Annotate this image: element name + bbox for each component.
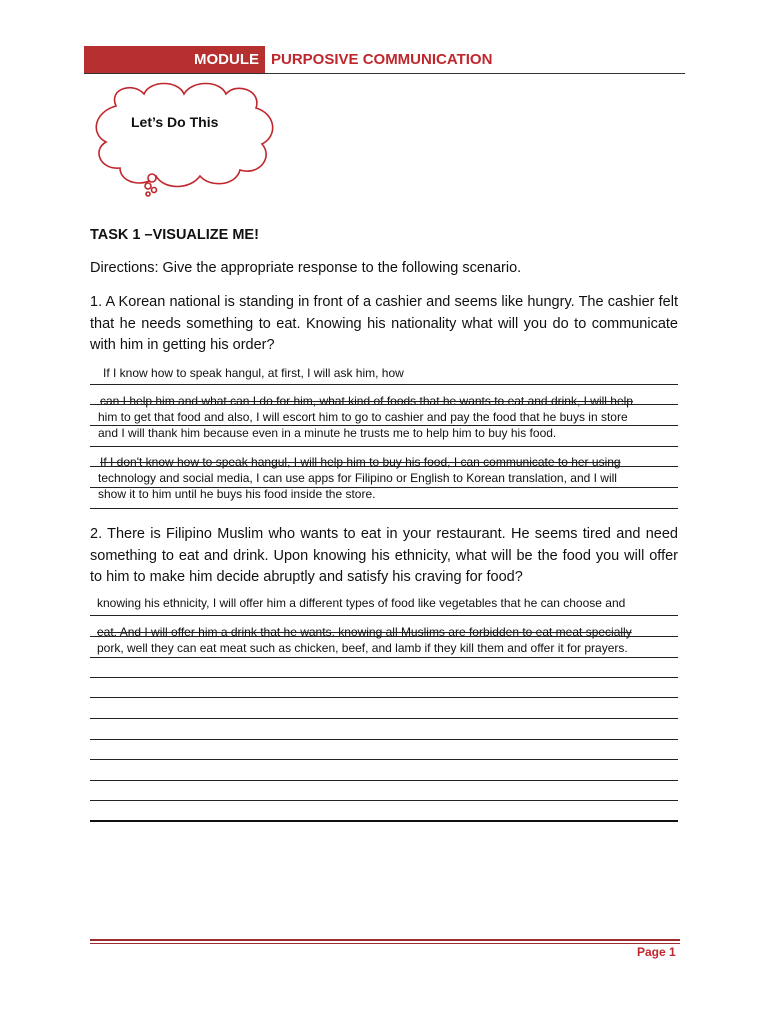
footer-rule: [90, 943, 680, 944]
answer-rule: [90, 677, 678, 678]
footer-rule: [90, 939, 680, 941]
directions-text: Directions: Give the appropriate response to the following scenario.: [90, 260, 522, 276]
answer-rule: [90, 446, 678, 447]
answer-rule: [90, 800, 678, 801]
answer-rule: [90, 739, 678, 740]
answer-line: pork, well they can eat meat such as chicken, beef, and lamb if they kill them and offer it for prayers.: [97, 641, 628, 655]
page-number: Page 1: [637, 945, 676, 959]
answer-line: knowing his ethnicity, I will offer him a different types of food like vegetables that he can choose and: [97, 596, 626, 610]
answer-rule: [90, 697, 678, 698]
thought-cloud-icon: [86, 78, 282, 208]
header-title: PURPOSIVE COMMUNICATION: [271, 51, 493, 68]
module-label: MODULE: [194, 51, 259, 68]
answer-line: and I will thank him because even in a minute he trusts me to help him to buy his food.: [98, 426, 557, 440]
answer-line: If I don't know how to speak hangul, I will help him to buy his food, I can communicate to her using: [100, 455, 621, 469]
answer-rule: [90, 657, 678, 658]
answer-rule: [90, 384, 678, 385]
question-2: 2. There is Filipino Muslim who wants to eat in your restaurant. He seems tired and need something to eat and drink. Upon knowing his ethnicity, what will be the food you will offer to him to make him decide abruptly and satisfy his craving for food?: [90, 526, 678, 585]
answer-line: technology and social media, I can use apps for Filipino or English to Korean translation, and I will: [98, 471, 617, 485]
header-rule: [84, 73, 685, 74]
task-title: TASK 1 –VISUALIZE ME!: [90, 227, 259, 243]
answer-rule: [90, 759, 678, 760]
answer-rule: [90, 820, 678, 822]
answer-line: show it to him until he buys his food inside the store.: [98, 487, 376, 501]
answer-line: can I help him and what can I do for him, what kind of foods that he wants to eat and drink, I will help: [100, 394, 633, 408]
answer-line: eat. And I will offer him a drink that he wants. knowing all Muslims are forbidden to eat meat specially: [97, 625, 632, 639]
answer-rule: [90, 404, 678, 405]
answer-rule: [90, 636, 678, 637]
cloud-label: Let’s Do This: [131, 114, 219, 130]
answer-line: him to get that food and also, I will escort him to go to cashier and pay the food that he buys in store: [98, 410, 628, 424]
answer-rule: [90, 780, 678, 781]
question-1: 1. A Korean national is standing in front of a cashier and seems like hungry. The cashier felt that he needs something to eat. Knowing his nationality what will you do to communicate with him in getting his order?: [90, 294, 678, 353]
answer-rule: [90, 615, 678, 616]
answer-line: If I know how to speak hangul, at first, I will ask him, how: [103, 366, 404, 380]
answer-rule: [90, 466, 678, 467]
answer-rule: [90, 718, 678, 719]
answer-rule: [90, 508, 678, 509]
